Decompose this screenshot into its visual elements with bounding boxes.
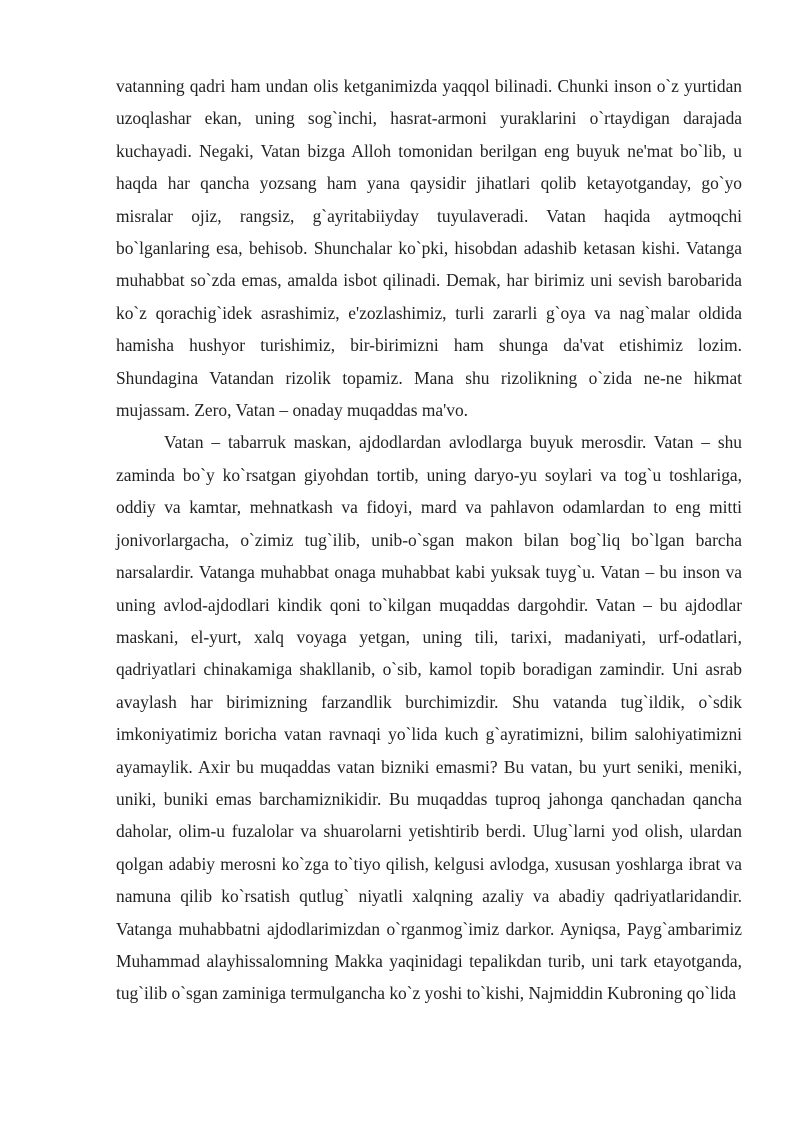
paragraph-vatan-tabarruk: Vatan – tabarruk maskan, ajdodlardan avlodlarga buyuk merosdir. Vatan – shu zaminda bo`y ko`rsatgan giyohdan tortib, uning daryo-yu soylari va tog`u toshlariga, oddiy va kamtar, mehnatkash va fidoyi, mard va pahlavon odamlardan to eng mitti jonivorlargacha, o`zimiz tug`ilib, unib-o`sgan makon bilan bog`liq bo`lgan barcha narsalardir. Vatanga muhabbat onaga muhabbat kabi yuksak tuyg`u. Vatan – bu inson va uning avlod-ajdodlari kindik qoni to`kilgan muqaddas dargohdir. Vatan – bu ajdodlar maskani, el-yurt, xalq voyaga yetgan, uning tili, tarixi, madaniyati, urf-odatlari, qadriyatlari chinakamiga shakllanib, o`sib, kamol topib boradigan zamindir. Uni asrab avaylash har birimizning farzandlik burchimizdir. Shu vatanda tug`ildik, o`sdik imkoniyatimiz boricha vatan ravnaqi yo`lida kuch g`ayratimizni, bilim salohiyatimizni ayamaylik. Axir bu muqaddas vatan bizniki emasmi? Bu vatan, bu yurt seniki, meniki, uniki, buniki emas barchamiznikidir. Bu muqaddas tuproq jahonga qanchadan qancha daholar, olim-u fuzalolar va shuarolarni yetishtirib berdi. Ulug`larni yod olish, ulardan qolgan adabiy merosni ko`zga to`tiyo qilish, kelgusi avlodga, xususan yoshlarga ibrat va namuna qilib ko`rsatish qutlug` niyatli xalqning azaliy va abadiy qadriyatlaridandir. Vatanga muhabbatni ajdodlarimizdan o`rganmog`imiz darkor. Ayniqsa, Payg`ambarimiz Muhammad alayhissalomning Makka yaqinidagi tepalikdan turib, uni tark etayotganda, tug`ilib o`sgan zaminiga termulgancha ko`z yoshi to`kishi, Najmiddin Kubroning qo`lida: [116, 432, 742, 1004]
document-body: [116, 70, 742, 1010]
paragraph-continuation: vatanning qadri ham undan olis ketganimizda yaqqol bilinadi. Chunki inson o`z yurtidan uzoqlashar ekan, uning sog`inchi, hasrat-armoni yuraklarini o`rtaydigan darajada kuchayadi. Negaki, Vatan bizga Alloh tomonidan berilgan eng buyuk ne'mat bo`lib, u haqda har qancha yozsang ham yana qaysidir jihatlari qolib ketayotganday, go`yo misralar ojiz, rangsiz, g`ayritabiiyday tuyulaveradi. Vatan haqida aytmoqchi bo`lganlaring esa, behisob. Shunchalar ko`pki, hisobdan adashib ketasan kishi. Vatanga muhabbat so`zda emas, amalda isbot qilinadi. Demak, har birimiz uni sevish barobarida ko`z qorachig`idek asrashimiz, e'zozlashimiz, turli zararli g`oya va nag`malar oldida hamisha hushyor turishimiz, bir-birimizni ham shunga da'vat etishimiz lozim. Shundagina Vatandan rizolik topamiz. Mana shu rizolikning o`zida ne-ne hikmat mujassam. Zero, Vatan – onaday muqaddas ma'vo.: [116, 76, 742, 421]
